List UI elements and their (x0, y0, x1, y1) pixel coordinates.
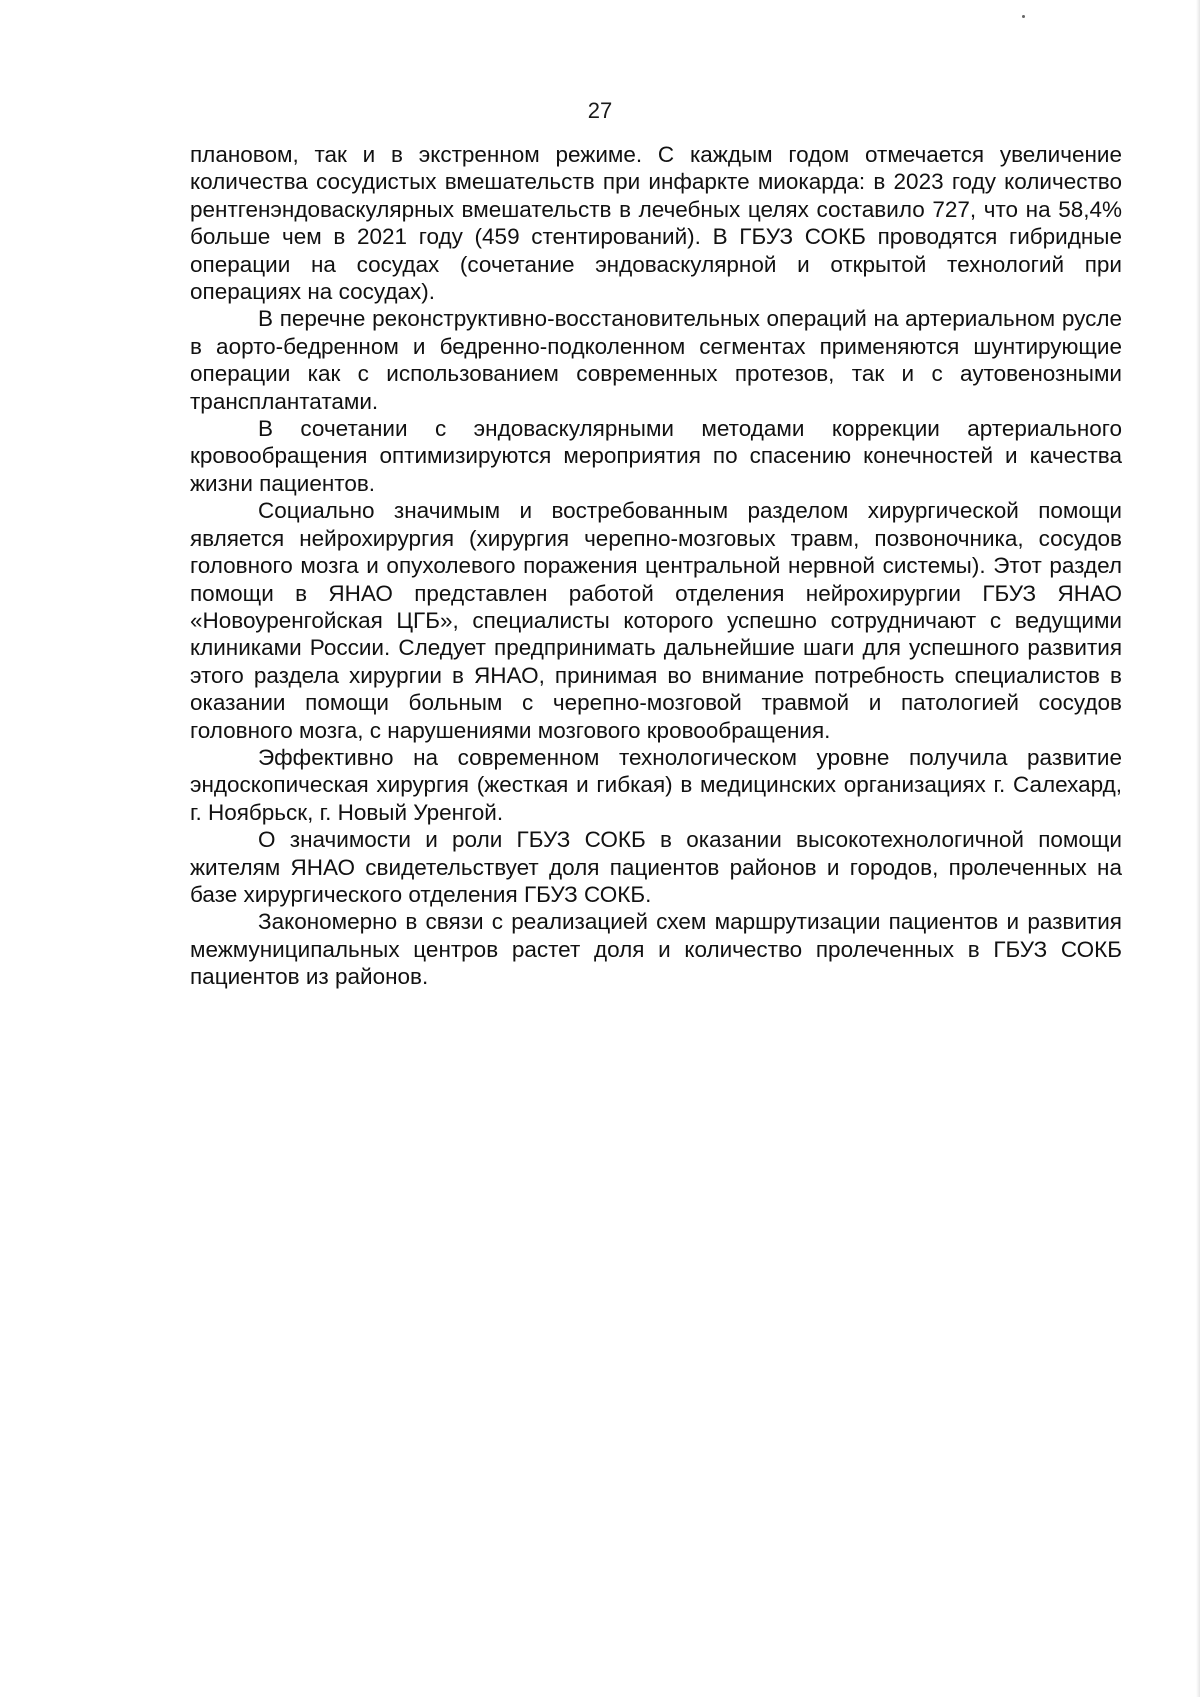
paragraph-neurosurgery: Социально значимым и востребованным разделом хирургической помощи является нейрохирургия (хирургия черепно-мозговых травм, позвоночника, сосудов головного мозга и опухолевого поражения центральной нервной системы). Этот раздел помощи в ЯНАО представлен работой отделения нейрохирургии ГБУЗ ЯНАО «Новоуренгойская ЦГБ», специалисты которого успешно сотрудничают с ведущими клиниками России. Следует предпринимать дальнейшие шаги для успешного развития этого раздела хирургии в ЯНАО, принимая во внимание потребность специалистов в оказании помощи больным с черепно-мозговой травмой и патологией сосудов головного мозга, с нарушениями мозгового кровообращения. (190, 498, 1122, 743)
paragraph-continuation: плановом, так и в экстренном режиме. С каждым годом отмечается увеличение количества сосудистых вмешательств при инфаркте миокарда: в 2023 году количество рентгенэндоваскулярных вмешательств в лечебных целях составило 727, что на 58,4% больше чем в 2021 году (459 стентирований). В ГБУЗ СОКБ проводятся гибридные операции на сосудах (сочетание эндоваскулярной и открытой технологий при операциях на сосудах). (190, 142, 1122, 305)
scan-artifact-dot (1022, 15, 1025, 18)
paragraph-sokb-role: О значимости и роли ГБУЗ СОКБ в оказании высокотехнологичной помощи жителям ЯНАО свидетельствует доля пациентов районов и городов, пролеченных на базе хирургического отделения ГБУЗ СОКБ. (190, 827, 1122, 907)
page-number: 27 (587, 98, 613, 123)
paragraph-reconstructive-operations: В перечне реконструктивно-восстановительных операций на артериальном русле в аорто-бедренном и бедренно-подколенном сегментах применяются шунтирующие операции как с использованием современных протезов, так и с аутовенозными трансплантатами. (190, 306, 1122, 414)
paragraph-patient-routing: Закономерно в связи с реализацией схем маршрутизации пациентов и развития межмуниципальных центров растет доля и количество пролеченных в ГБУЗ СОКБ пациентов из районов. (190, 909, 1122, 990)
scan-edge-shadow (1196, 0, 1200, 1697)
paragraph-endovascular-methods: В сочетании с эндоваскулярными методами коррекции артериального кровообращения оптимизируются мероприятия по спасению конечностей и качества жизни пациентов. (190, 416, 1122, 496)
document-body (190, 141, 1122, 991)
paragraph-endoscopic-surgery: Эффективно на современном технологическом уровне получила развитие эндоскопическая хирургия (жесткая и гибкая) в медицинских организациях г. Салехард, г. Ноябрьск, г. Новый Уренгой. (190, 744, 1122, 825)
